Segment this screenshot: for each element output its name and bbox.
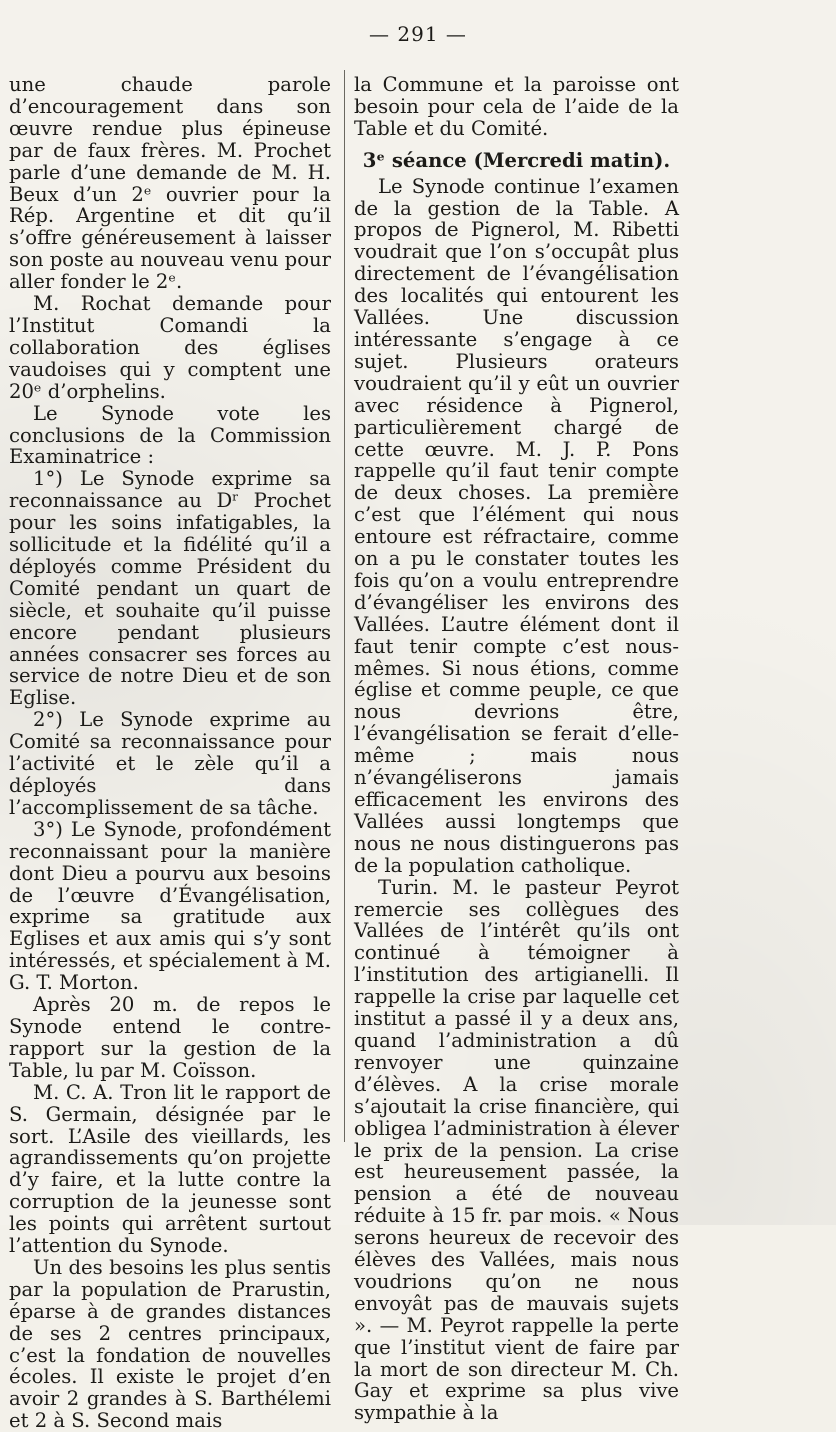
right-paragraph-2: Le Synode continue l’examen de la gestion de la Table. A propos de Pignerol, M. Ribetti voudrait que l’on s’occupât plus directement de l’évangélisation des localités qui entourent les Vallées. Une discussion intéressante s’engage à ce sujet. Plusieurs orateurs voudraient qu’il y eût un ouvrier avec résidence à Pignerol, particulièrement chargé de cette œuvre. M. J. P. Pons rappelle qu’il faut tenir compte de deux choses. La première c’est que l’élément qui nous entoure est réfractaire, comme on a pu le constater toutes les fois qu’on a voulu entreprendre d’évangéliser les environs des Vallées. L’autre élément dont il faut tenir compte c’est nous-mêmes. Si nous étions, comme église et comme peuple, ce que nous devrions être, l’évangélisation se ferait d’elle-même ; mais nous n’évangéliserons jamais efficacement les environs des Vallées aussi longtemps que nous ne nous distinguerons pas de la population catholique. <box>354 174 679 877</box>
right-column <box>354 74 679 1424</box>
left-paragraph-8: M. C. A. Tron lit le rapport de S. Germain, désignée par le sort. L’Asile des vieillards, les agrandissements qu’on projette d’y faire, et la lutte contre la corruption de la jeunesse sont les points qui arrêtent surtout l’attention du Synode. <box>9 1080 331 1258</box>
page-number: — 291 — <box>369 22 467 46</box>
left-paragraph-1: une chaude parole d’encouragement dans son œuvre rendue plus épineuse par de faux frères. M. Prochet parle d’une demande de M. H. Beux d’un 2ᵉ ouvrier pour la Rép. Argentine et dit qu’il s’offre généreusement à laisser son poste au nouveau venu pour aller fonder le 2ᵉ. <box>9 73 332 294</box>
left-paragraph-2: M. Rochat demande pour l’Institut Comandi la collaboration des églises vaudoises qui y comptent une 20ᵉ d’orphelins. <box>9 292 331 403</box>
left-column <box>9 74 331 1432</box>
column-divider <box>344 70 345 1142</box>
right-paragraph-3: Turin. M. le pasteur Peyrot remercie ses collègues des Vallées de l’intérêt qu’ils ont continué à témoigner à l’institution des artigianelli. Il rappelle la crise par laquelle cet institut a passé il y a deux ans, quand l’administration a dû renvoyer une quinzaine d’élèves. A la crise morale s’ajoutait la crise financière, qui obligea l’administration à élever le prix de la pension. La crise est heureusement passée, la pension a été de nouveau réduite à 15 fr. par mois. « Nous serons heureux de recevoir des élèves des Vallées, mais nous voudrions qu’on ne nous envoyât pas de mauvais sujets ». — M. Peyrot rappelle la perte que l’institut vient de faire par la mort de son directeur M. Ch. Gay et exprime sa plus vive sympathie à la <box>354 875 679 1425</box>
left-paragraph-7: Après 20 m. de repos le Synode entend le contre-rapport sur la gestion de la Table, lu par M. Coïsson. <box>9 993 331 1082</box>
section-heading: 3ᵉ séance (Mercredi matin). <box>362 148 671 172</box>
left-paragraph-6: 3°) Le Synode, profondément reconnaissant pour la manière dont Dieu a pourvu aux besoins de l’œuvre d’Évangélisation, exprime sa gratitude aux Eglises et aux amis qui s’y sont intéressés, et spécialement à M. G. T. Morton. <box>9 817 331 995</box>
left-paragraph-9: Un des besoins les plus sentis par la population de Prarustin, éparse à de grandes distances de ses 2 centres principaux, c’est la fondation de nouvelles écoles. Il existe le projet d’en avoir 2 grandes à S. Barthélemi et 2 à S. Second mais <box>9 1255 331 1432</box>
left-paragraph-5: 2°) Le Synode exprime au Comité sa reconnaissance pour l’activité et le zèle qu’il a déployés dans l’accomplissement de sa tâche. <box>9 708 331 819</box>
left-paragraph-4: 1°) Le Synode exprime sa reconnaissance au Dʳ Prochet pour les soins infatigables, la sollicitude et la fidélité qu’il a déployés comme Président du Comité pendant un quart de siècle, et souhaite qu’il puisse encore pendant plusieurs années consacrer ses forces au service de notre Dieu et de son Eglise. <box>9 467 331 710</box>
left-paragraph-3: Le Synode vote les conclusions de la Commission Examinatrice : <box>9 401 331 469</box>
right-paragraph-1: la Commune et la paroisse ont besoin pour cela de l’aide de la Table et du Comité. <box>354 73 679 140</box>
